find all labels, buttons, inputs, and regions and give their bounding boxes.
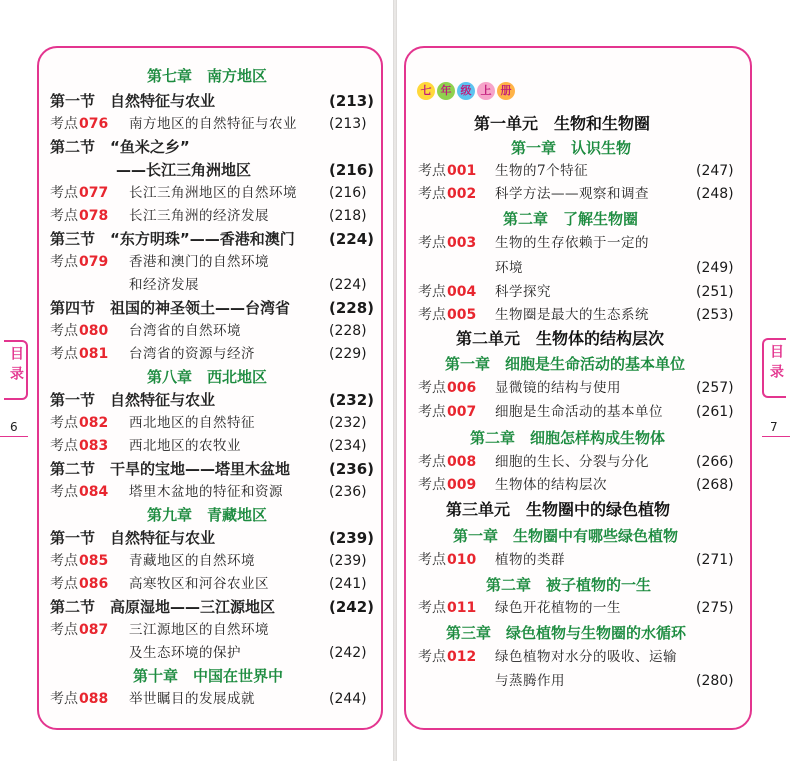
topic-row <box>50 342 108 366</box>
topic-number: 011 <box>447 600 477 616</box>
topic-page: (257) <box>696 380 734 396</box>
topic-row <box>50 434 108 458</box>
topic-row <box>50 204 108 228</box>
section-row: 第一节 自然特征与农业 <box>50 92 216 110</box>
topic-text: 西北地区的农牧业 <box>129 438 241 454</box>
topic-page: (229) <box>329 346 367 362</box>
section-page: (224) <box>329 230 375 248</box>
topic-prefix: 考点 <box>50 346 78 362</box>
topic-number: 088 <box>79 691 109 707</box>
section-page: (228) <box>329 299 375 317</box>
topic-page: (251) <box>696 284 734 300</box>
topic-number: 006 <box>447 380 477 396</box>
topic-text-continued: 与蒸腾作用 <box>495 673 565 689</box>
grade-badge-char: 册 <box>497 82 515 100</box>
topic-text: 长江三角洲的经济发展 <box>129 208 269 224</box>
topic-number: 084 <box>79 484 109 500</box>
topic-text-continued: 环境 <box>495 260 523 276</box>
topic-prefix: 考点 <box>418 186 446 202</box>
topic-page: (280) <box>696 673 734 689</box>
grade-badge-char: 上 <box>477 82 495 100</box>
topic-text: 生物的生存依赖于一定的 <box>495 235 649 251</box>
section-row: 第一节 自然特征与农业 <box>50 529 216 547</box>
topic-row <box>418 400 476 424</box>
topic-page: (232) <box>329 415 367 431</box>
topic-prefix: 考点 <box>418 404 446 420</box>
topic-prefix: 考点 <box>418 235 446 251</box>
topic-page: (216) <box>329 185 367 201</box>
left-toc-tab-label: 目录 <box>8 346 24 386</box>
topic-text: 青藏地区的自然环境 <box>129 553 255 569</box>
topic-text: 植物的类群 <box>495 552 565 568</box>
topic-page: (249) <box>696 260 734 276</box>
chapter-7-heading: 第七章 南方地区 <box>147 67 268 85</box>
topic-prefix: 考点 <box>418 477 446 493</box>
chapter-10-heading: 第十章 中国在世界中 <box>133 667 284 685</box>
topic-number: 076 <box>79 116 109 132</box>
topic-row <box>50 411 108 435</box>
chapter-8-heading: 第八章 西北地区 <box>147 368 268 386</box>
topic-text: 塔里木盆地的特征和资源 <box>129 484 283 500</box>
topic-row <box>418 376 476 400</box>
topic-text: 台湾省的资源与经济 <box>129 346 255 362</box>
topic-text: 绿色植物对水分的吸收、运输 <box>495 649 677 665</box>
topic-page: (268) <box>696 477 734 493</box>
topic-page: (242) <box>329 645 367 661</box>
topic-text: 举世瞩目的发展成就 <box>129 691 255 707</box>
topic-text: 生物的7个特征 <box>495 163 589 179</box>
topic-text: 西北地区的自然特征 <box>129 415 255 431</box>
topic-page: (234) <box>329 438 367 454</box>
topic-row <box>418 596 476 620</box>
topic-number: 002 <box>447 186 477 202</box>
topic-text: 绿色开花植物的一生 <box>495 600 621 616</box>
section-row: 第一节 自然特征与农业 <box>50 391 216 409</box>
unit-2-chapter-1-heading: 第一章 细胞是生命活动的基本单位 <box>445 355 686 373</box>
topic-prefix: 考点 <box>50 438 78 454</box>
topic-page: (244) <box>329 691 367 707</box>
topic-number: 009 <box>447 477 477 493</box>
section-subtitle: ——长江三角洲地区 <box>116 161 252 179</box>
topic-prefix: 考点 <box>50 484 78 500</box>
topic-page: (253) <box>696 307 734 323</box>
topic-prefix: 考点 <box>418 307 446 323</box>
topic-prefix: 考点 <box>418 163 446 179</box>
left-toc-tab <box>4 340 28 400</box>
unit-2-chapter-2-heading: 第二章 细胞怎样构成生物体 <box>470 429 666 447</box>
left-page-number: 6 <box>10 420 18 434</box>
topic-number: 085 <box>79 553 109 569</box>
topic-text: 生物圈是最大的生态系统 <box>495 307 649 323</box>
topic-number: 081 <box>79 346 109 362</box>
section-row: 第二节 高原湿地——三江源地区 <box>50 598 276 616</box>
section-page: (232) <box>329 391 375 409</box>
topic-prefix: 考点 <box>418 600 446 616</box>
topic-number: 080 <box>79 323 109 339</box>
topic-number: 010 <box>447 552 477 568</box>
unit-3-heading: 第三单元 生物圈中的绿色植物 <box>446 500 671 519</box>
topic-page: (266) <box>696 454 734 470</box>
topic-page: (239) <box>329 553 367 569</box>
chapter-9-heading: 第九章 青藏地区 <box>147 506 268 524</box>
topic-prefix: 考点 <box>50 116 78 132</box>
right-page-rule <box>762 436 790 437</box>
unit-2-heading: 第二单元 生物体的结构层次 <box>456 329 665 348</box>
topic-page: (261) <box>696 404 734 420</box>
topic-prefix: 考点 <box>50 576 78 592</box>
topic-page: (247) <box>696 163 734 179</box>
section-row: 第三节 “东方明珠”——香港和澳门 <box>50 230 295 248</box>
topic-number: 001 <box>447 163 477 179</box>
grade-badge-char: 级 <box>457 82 475 100</box>
unit-1-heading: 第一单元 生物和生物圈 <box>474 114 651 133</box>
topic-row <box>50 572 108 596</box>
topic-page: (224) <box>329 277 367 293</box>
topic-number: 077 <box>79 185 109 201</box>
topic-page: (241) <box>329 576 367 592</box>
right-toc-tab-label: 目录 <box>768 344 784 384</box>
topic-prefix: 考点 <box>50 415 78 431</box>
section-page: (213) <box>329 92 375 110</box>
topic-text: 显微镜的结构与使用 <box>495 380 621 396</box>
section-page: (239) <box>329 529 375 547</box>
topic-prefix: 考点 <box>50 323 78 339</box>
topic-row <box>50 687 108 711</box>
unit-1-chapter-2-heading: 第二章 了解生物圈 <box>503 210 639 228</box>
topic-number: 004 <box>447 284 477 300</box>
topic-row <box>418 231 476 255</box>
topic-number: 087 <box>79 622 109 638</box>
topic-page: (213) <box>329 116 367 132</box>
topic-text: 香港和澳门的自然环境 <box>129 254 269 270</box>
topic-prefix: 考点 <box>50 185 78 201</box>
topic-row <box>50 480 108 504</box>
topic-prefix: 考点 <box>418 380 446 396</box>
unit-3-chapter-2-heading: 第二章 被子植物的一生 <box>486 576 652 594</box>
topic-text: 科学探究 <box>495 284 551 300</box>
topic-row <box>418 303 476 327</box>
section-page: (236) <box>329 460 375 478</box>
topic-text: 三江源地区的自然环境 <box>129 622 269 638</box>
topic-row <box>50 319 108 343</box>
topic-prefix: 考点 <box>50 254 78 270</box>
topic-number: 008 <box>447 454 477 470</box>
section-row: 第二节 干旱的宝地——塔里木盆地 <box>50 460 291 478</box>
topic-page: (228) <box>329 323 367 339</box>
section-page: (242) <box>329 598 375 616</box>
topic-row <box>418 182 476 206</box>
topic-text: 生物体的结构层次 <box>495 477 607 493</box>
topic-row <box>418 645 476 669</box>
topic-number: 005 <box>447 307 477 323</box>
topic-prefix: 考点 <box>50 553 78 569</box>
topic-prefix: 考点 <box>418 454 446 470</box>
topic-number: 086 <box>79 576 109 592</box>
section-row: 第四节 祖国的神圣领土——台湾省 <box>50 299 291 317</box>
topic-number: 012 <box>447 649 477 665</box>
section-row: 第二节 “鱼米之乡” <box>50 138 190 156</box>
topic-prefix: 考点 <box>50 622 78 638</box>
unit-3-chapter-3-heading: 第三章 绿色植物与生物圈的水循环 <box>446 624 687 642</box>
topic-row <box>418 450 476 474</box>
topic-number: 078 <box>79 208 109 224</box>
topic-number: 082 <box>79 415 109 431</box>
topic-prefix: 考点 <box>50 208 78 224</box>
topic-page: (236) <box>329 484 367 500</box>
topic-number: 083 <box>79 438 109 454</box>
topic-page: (218) <box>329 208 367 224</box>
topic-row <box>418 473 476 497</box>
topic-number: 079 <box>79 254 109 270</box>
topic-prefix: 考点 <box>50 691 78 707</box>
topic-number: 003 <box>447 235 477 251</box>
grade-badge-char: 年 <box>437 82 455 100</box>
right-toc-tab <box>762 338 786 398</box>
topic-row <box>50 250 108 274</box>
topic-text-continued: 及生态环境的保护 <box>129 645 241 661</box>
left-page-rule <box>0 436 28 437</box>
unit-3-chapter-1-heading: 第一章 生物圈中有哪些绿色植物 <box>453 527 679 545</box>
section-page: (216) <box>329 161 375 179</box>
unit-1-chapter-1-heading: 第一章 认识生物 <box>511 139 632 157</box>
topic-text: 细胞是生命活动的基本单位 <box>495 404 663 420</box>
grade-badge-char: 七 <box>417 82 435 100</box>
topic-text: 台湾省的自然环境 <box>129 323 241 339</box>
topic-text: 科学方法——观察和调查 <box>495 186 649 202</box>
topic-page: (248) <box>696 186 734 202</box>
topic-row <box>418 548 476 572</box>
topic-prefix: 考点 <box>418 284 446 300</box>
topic-row <box>50 549 108 573</box>
topic-row <box>50 181 108 205</box>
topic-row <box>50 112 108 136</box>
topic-prefix: 考点 <box>418 552 446 568</box>
topic-prefix: 考点 <box>418 649 446 665</box>
topic-row <box>418 159 476 183</box>
topic-page: (271) <box>696 552 734 568</box>
topic-row <box>418 280 476 304</box>
topic-text-continued: 和经济发展 <box>129 277 199 293</box>
topic-page: (275) <box>696 600 734 616</box>
topic-text: 长江三角洲地区的自然环境 <box>129 185 297 201</box>
topic-text: 南方地区的自然特征与农业 <box>129 116 297 132</box>
topic-number: 007 <box>447 404 477 420</box>
topic-text: 细胞的生长、分裂与分化 <box>495 454 649 470</box>
topic-text: 高寒牧区和河谷农业区 <box>129 576 269 592</box>
topic-row <box>50 618 108 642</box>
right-page-number: 7 <box>770 420 778 434</box>
